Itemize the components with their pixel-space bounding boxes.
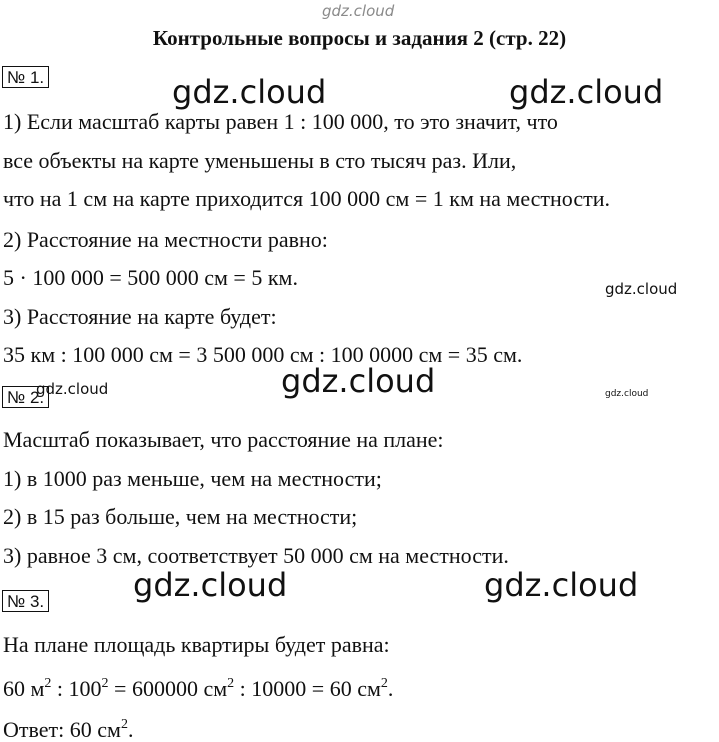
page-title: Контрольные вопросы и задания 2 (стр. 22) — [152, 26, 567, 50]
watermark: gdz.cloud — [484, 566, 639, 604]
watermark: gdz.cloud — [281, 362, 436, 400]
task-number-3: № 3. — [2, 590, 49, 612]
formula-line: 60 $м^2$ : $100^2 = 600000$ $см^2$ : 10000 = 60 $см^2$. — [3, 676, 394, 701]
task-number-2: № 2. — [2, 386, 49, 408]
watermark: gdz.cloud — [172, 73, 327, 111]
watermark-top: gdz.cloud — [322, 2, 395, 20]
text-line: Масштаб показывает, что расстояние на плане: — [3, 427, 444, 452]
text-line: 1) в 1000 раз меньше, чем на местности; — [3, 466, 382, 491]
text-line: 5 · 100 000 = 500 000 см = 5 км. — [3, 265, 298, 290]
text-line: 3) Расстояние на карте будет: — [3, 304, 277, 329]
text-line: 2) в 15 раз больше, чем на местности; — [3, 504, 358, 529]
watermark: gdz.cloud — [133, 566, 288, 604]
watermark: gdz.cloud — [509, 73, 664, 111]
text-line: что на 1 см на карте приходится 100 000 см = 1 км на местности. — [3, 186, 610, 211]
watermark: gdz.cloud — [36, 380, 109, 398]
text-line: 1) Если масштаб карты равен 1 : 100 000, то это значит, что — [3, 109, 558, 134]
text-line: На плане площадь квартиры будет равна: — [3, 632, 390, 657]
text-line: 2) Расстояние на местности равно: — [3, 227, 328, 252]
text-line: 3) равное 3 см, соответствует 50 000 см на местности. — [3, 543, 509, 568]
watermark: gdz.cloud — [605, 280, 678, 298]
text-line: все объекты на карте уменьшены в сто тысяч раз. Или, — [3, 148, 517, 173]
text-line: 35 км : 100 000 см = 3 500 000 см : 100 0000 см = 35 см. — [3, 342, 523, 367]
watermark: gdz.cloud — [605, 389, 649, 399]
task-number-1: № 1. — [2, 66, 49, 88]
answer-line: Ответ: 60 $см^2$. — [3, 717, 134, 742]
